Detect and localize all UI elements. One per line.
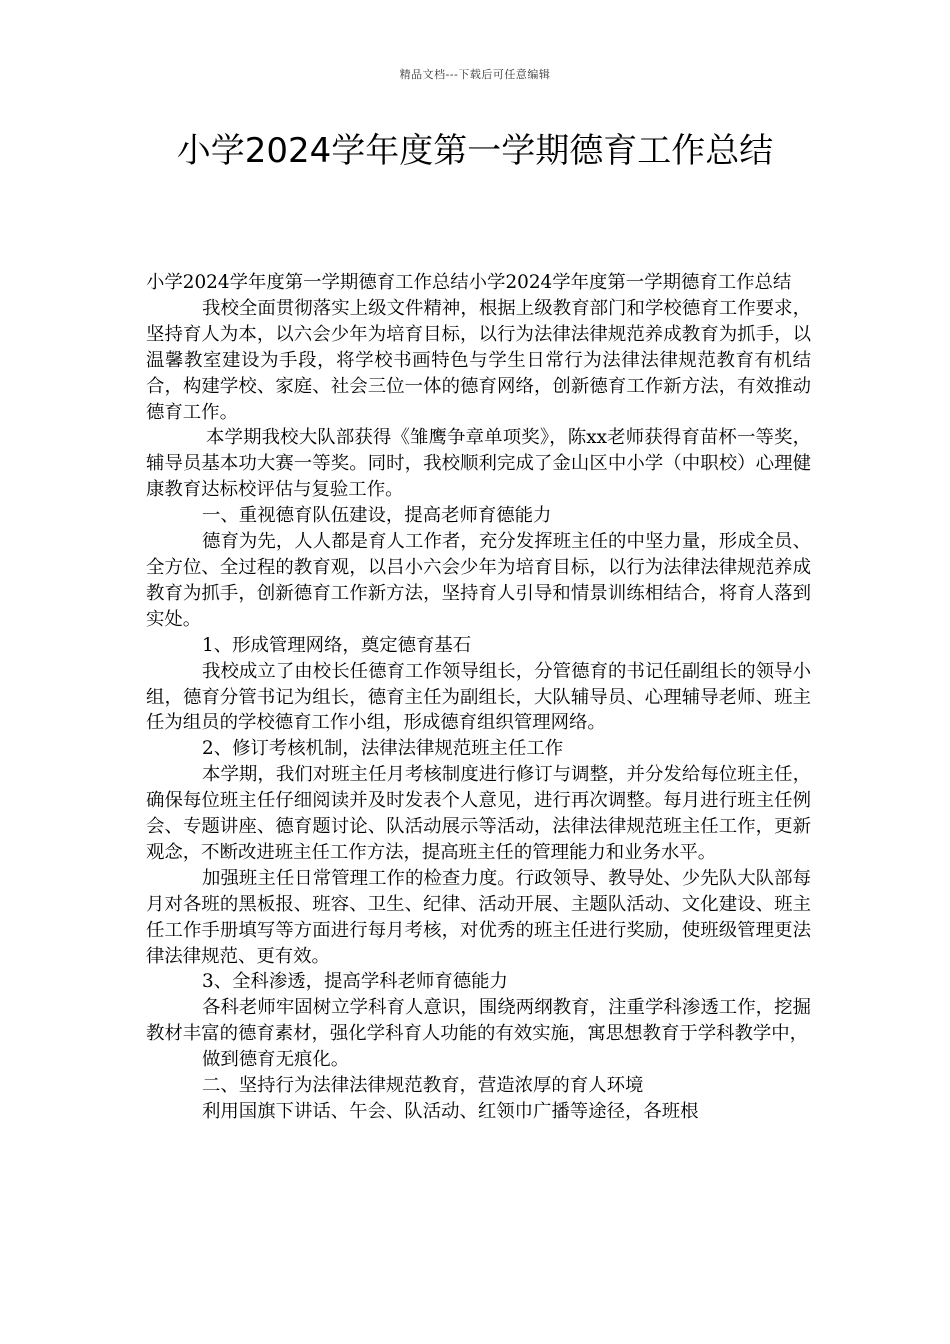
body-paragraph: 本学期我校大队部获得《雏鹰争章单项奖》，陈xx老师获得育苗杯一等奖，辅导员基本功大赛一等奖。同时，我校顺利完成了金山区中小学（中职校）心理健康教育达标校评估与复验工作。	[146, 427, 811, 501]
header-note: 精品文档---下载后可任意编辑	[399, 68, 551, 81]
body-paragraph: 利用国旗下讲话、午会、队活动、红领巾广播等途径，各班根	[202, 1101, 699, 1122]
body-paragraph: 本学期，我们对班主任月考核制度进行修订与调整，并分发给每位班主任，确保每位班主任仔细阅读并及时发表个人意见，进行再次调整。每月进行班主任例会、专题讲座、德育题讨论、队活动展示等活动，法律法律规范班主任工作，更新观念，不断改进班主任工作方法，提高班主任的管理能力和业务水平。	[146, 764, 811, 863]
intro-paragraph: 小学2024学年度第一学期德育工作总结小学2024学年度第一学期德育工作总结	[146, 272, 792, 293]
section-heading: 二、坚持行为法律法律规范教育，营造浓厚的育人环境	[202, 1075, 644, 1097]
document-body	[146, 270, 811, 1125]
body-paragraph: 我校成立了由校长任德育工作领导组长，分管德育的书记任副组长的领导小组，德育分管书记为组长，德育主任为副组长，大队辅导员、心理辅导老师、班主任为组员的学校德育工作小组，形成德育组织管理网络。	[146, 660, 811, 734]
subsection-heading: 1、形成管理网络，奠定德育基石	[202, 634, 472, 656]
body-paragraph: 德育为先，人人都是育人工作者，充分发挥班主任的中坚力量，形成全员、全方位、全过程的教育观，以吕小六会少年为培育目标，以行为法律法律规范养成教育为抓手，创新德育工作新方法，坚持育人引导和情景训练相结合，将育人落到实处。	[146, 531, 811, 630]
body-paragraph: 做到德育无痕化。	[202, 1049, 350, 1071]
subsection-heading: 2、修订考核机制，法律法律规范班主任工作	[202, 738, 564, 760]
body-paragraph: 我校全面贯彻落实上级文件精神，根据上级教育部门和学校德育工作要求，坚持育人为本，以六会少年为培育目标，以行为法律法律规范养成教育为抓手，以温馨教室建设为手段，将学校书画特色与学生日常行为法律法律规范教育有机结合，构建学校、家庭、社会三位一体的德育网络，创新德育工作新方法，有效推动德育工作。	[146, 297, 811, 423]
body-paragraph: 加强班主任日常管理工作的检查力度。行政领导、教导处、少先队大队部每月对各班的黑板报、班容、卫生、纪律、活动开展、主题队活动、文化建设、班主任工作手册填写等方面进行每月考核，对优秀的班主任进行奖励，使班级管理更法律法律规范、更有效。	[146, 867, 811, 967]
document-title: 小学2024学年度第一学期德育工作总结	[176, 131, 774, 171]
section-heading: 一、重视德育队伍建设，提高老师育德能力	[202, 505, 552, 527]
body-paragraph: 各科老师牢固树立学科育人意识，围绕两纲教育，注重学科渗透工作，挖掘教材丰富的德育素材，强化学科育人功能的有效实施，寓思想教育于学科教学中，	[146, 997, 811, 1045]
subsection-heading: 3、全科渗透，提高学科老师育德能力	[202, 971, 508, 993]
